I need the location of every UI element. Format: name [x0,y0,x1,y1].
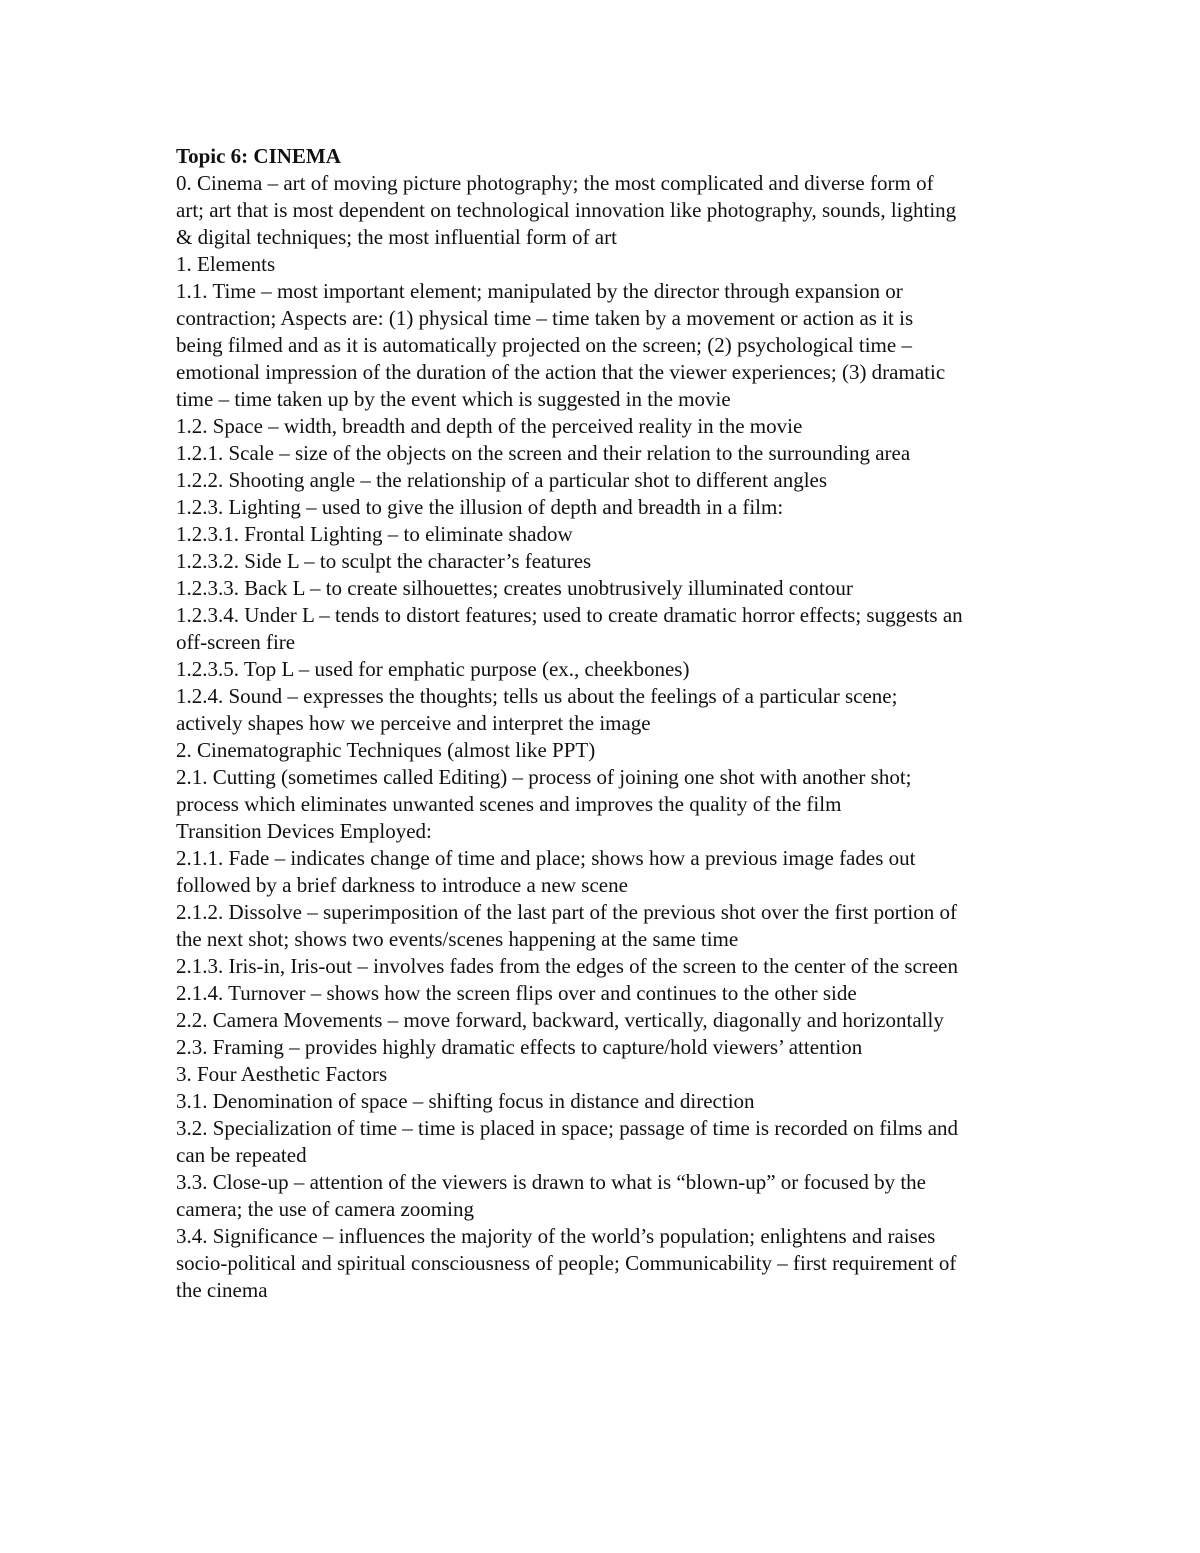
text-line: 1.2.3.1. Frontal Lighting – to eliminate shadow [176,522,573,546]
text-line: 1.2.4. Sound – expresses the thoughts; tells us about the feelings of a particular scene; [176,684,898,708]
text-line: 0. Cinema – art of moving picture photography; the most complicated and diverse form of [176,171,934,195]
document-body [176,170,1076,1304]
text-line: camera; the use of camera zooming [176,1197,474,1221]
text-line: can be repeated [176,1143,307,1167]
text-line: 2.1.1. Fade – indicates change of time and place; shows how a previous image fades out [176,846,916,870]
text-line: 1.2.2. Shooting angle – the relationship of a particular shot to different angles [176,468,828,492]
section-heading: 3. Four Aesthetic Factors [176,1062,388,1086]
text-line: contraction; Aspects are: (1) physical time – time taken by a movement or action as it is [176,306,914,330]
text-line: 2.1. Cutting (sometimes called Editing) – process of joining one shot with another shot; [176,765,912,789]
text-line: 1.2.1. Scale – size of the objects on the screen and their relation to the surrounding area [176,441,911,465]
text-line: time – time taken up by the event which is suggested in the movie [176,387,731,411]
text-line: emotional impression of the duration of the action that the viewer experiences; (3) dramatic [176,360,946,384]
section-heading: 2. Cinematographic Techniques (almost like PPT) [176,738,596,762]
text-line: 3.4. Significance – influences the majority of the world’s population; enlightens and raises [176,1224,936,1248]
text-line: process which eliminates unwanted scenes and improves the quality of the film [176,792,842,816]
text-line: 2.3. Framing – provides highly dramatic effects to capture/hold viewers’ attention [176,1035,863,1059]
document-title: Topic 6: CINEMA [176,144,341,168]
text-line: 1.2.3.4. Under L – tends to distort features; used to create dramatic horror effects; suggests an [176,603,963,627]
text-line: 1.2. Space – width, breadth and depth of the perceived reality in the movie [176,414,803,438]
text-line: 3.3. Close-up – attention of the viewers is drawn to what is “blown-up” or focused by the [176,1170,927,1194]
text-line: 2.1.3. Iris-in, Iris-out – involves fades from the edges of the screen to the center of the screen [176,954,958,978]
text-line: 1.2.3.3. Back L – to create silhouettes; creates unobtrusively illuminated contour [176,576,853,600]
text-line: followed by a brief darkness to introduce a new scene [176,873,628,897]
text-line: being filmed and as it is automatically projected on the screen; (2) psychological time – [176,333,912,357]
text-line: actively shapes how we perceive and interpret the image [176,711,651,735]
text-line: 1.2.3. Lighting – used to give the illusion of depth and breadth in a film: [176,495,784,519]
text-line: 2.1.4. Turnover – shows how the screen flips over and continues to the other side [176,981,857,1005]
text-line: off-screen fire [176,630,296,654]
text-line: the cinema [176,1278,268,1302]
text-line: 2.1.2. Dissolve – superimposition of the last part of the previous shot over the first portion of [176,900,957,924]
document-page [176,143,1076,1304]
text-line: Transition Devices Employed: [176,819,432,843]
text-line: 2.2. Camera Movements – move forward, backward, vertically, diagonally and horizontally [176,1008,944,1032]
text-line: 1.1. Time – most important element; manipulated by the director through expansion or [176,279,903,303]
text-line: & digital techniques; the most influential form of art [176,225,617,249]
section-heading: 1. Elements [176,252,276,276]
text-line: 1.2.3.5. Top L – used for emphatic purpose (ex., cheekbones) [176,657,690,681]
text-line: 3.1. Denomination of space – shifting focus in distance and direction [176,1089,755,1113]
text-line: the next shot; shows two events/scenes happening at the same time [176,927,739,951]
text-line: 3.2. Specialization of time – time is placed in space; passage of time is recorded on films and [176,1116,959,1140]
text-line: 1.2.3.2. Side L – to sculpt the character’s features [176,549,592,573]
text-line: art; art that is most dependent on technological innovation like photography, sounds, lighting [176,198,957,222]
text-line: socio-political and spiritual consciousness of people; Communicability – first requirement of [176,1251,957,1275]
